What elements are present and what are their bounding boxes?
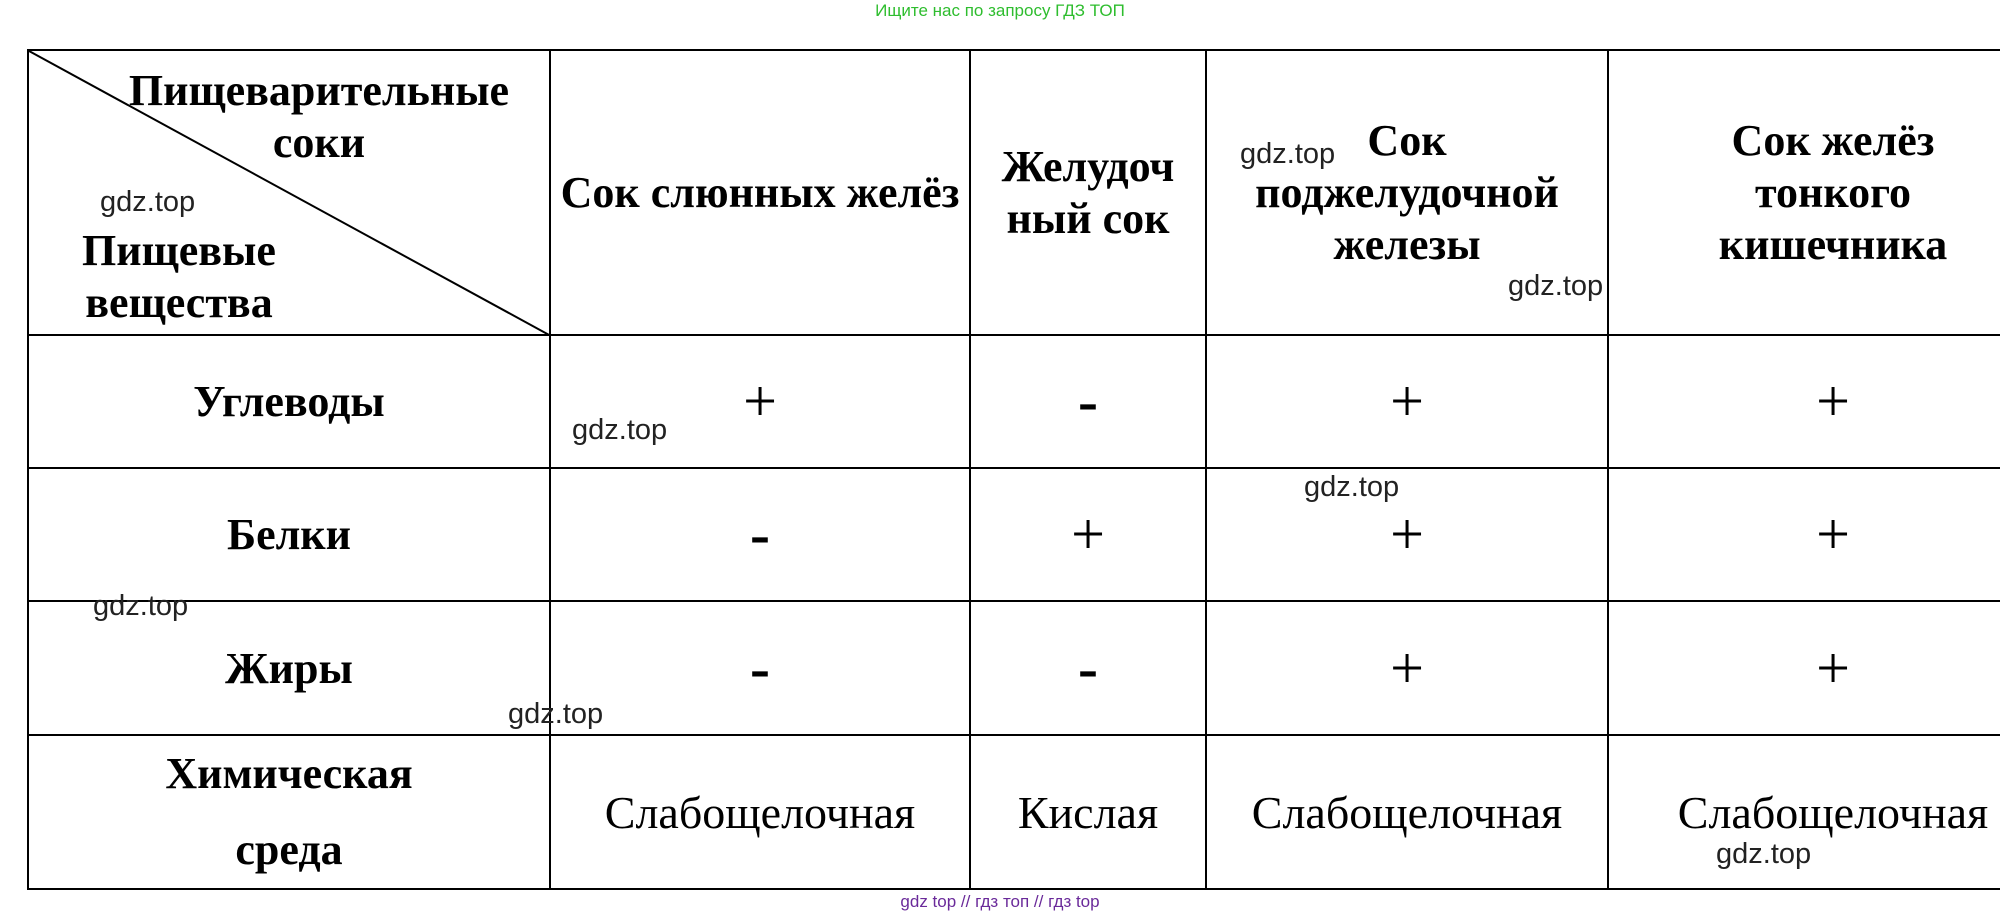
table-cell: +	[1206, 335, 1608, 468]
table-cell: +	[1608, 601, 2000, 735]
column-header-saliva: Сок слюнных желёз	[550, 50, 970, 335]
bottom-site-note: gdz top // гдз топ // гдз top	[900, 892, 1100, 911]
digestive-juices-table-container	[27, 49, 2000, 876]
digestive-juices-table	[27, 49, 2000, 890]
table-cell: +	[1608, 468, 2000, 601]
row-label-fats: Жиры	[28, 601, 550, 735]
watermark-text: gdz.top	[93, 590, 189, 622]
table-cell: +	[970, 468, 1206, 601]
watermark-text: gdz.top	[508, 698, 604, 730]
table-cell: -	[970, 335, 1206, 468]
table-cell: Слабощелочная	[1206, 735, 1608, 889]
table-cell: Слабощелочная	[1608, 735, 2000, 889]
column-header-intestinal: Сок желёз тонкого кишечника	[1608, 50, 2000, 335]
row-label-proteins: Белки	[28, 468, 550, 601]
table-cell: Слабощелочная	[550, 735, 970, 889]
watermark-text: gdz.top	[100, 186, 196, 218]
watermark-text: gdz.top	[1240, 138, 1336, 170]
table-row	[28, 735, 2000, 889]
table-row	[28, 601, 2000, 735]
table-cell: Кислая	[970, 735, 1206, 889]
corner-top-label: Пищеварительные соки	[128, 66, 510, 167]
column-header-gastric: Желудочный сок	[970, 50, 1206, 335]
table-row	[28, 468, 2000, 601]
table-header-row	[28, 50, 2000, 335]
row-label-chemical-environment: Химическая среда	[28, 735, 550, 889]
watermark-text: gdz.top	[572, 414, 668, 446]
watermark-text: gdz.top	[1508, 270, 1604, 302]
corner-bottom-label: Пищевые вещества	[82, 226, 276, 327]
table-cell: +	[1608, 335, 2000, 468]
table-cell: -	[550, 468, 970, 601]
top-search-note: Ищите нас по запросу ГДЗ ТОП	[875, 1, 1125, 20]
table-cell: +	[1206, 601, 1608, 735]
table-cell: +	[550, 335, 970, 468]
watermark-text: gdz.top	[1716, 838, 1812, 870]
table-row	[28, 335, 2000, 468]
column-header-pancreatic: Сок поджелудочной железы	[1206, 50, 1608, 335]
table-cell: -	[550, 601, 970, 735]
table-cell: -	[970, 601, 1206, 735]
row-label-carbohydrates: Углеводы	[28, 335, 550, 468]
table-cell: +	[1206, 468, 1608, 601]
watermark-text: gdz.top	[1304, 471, 1400, 503]
